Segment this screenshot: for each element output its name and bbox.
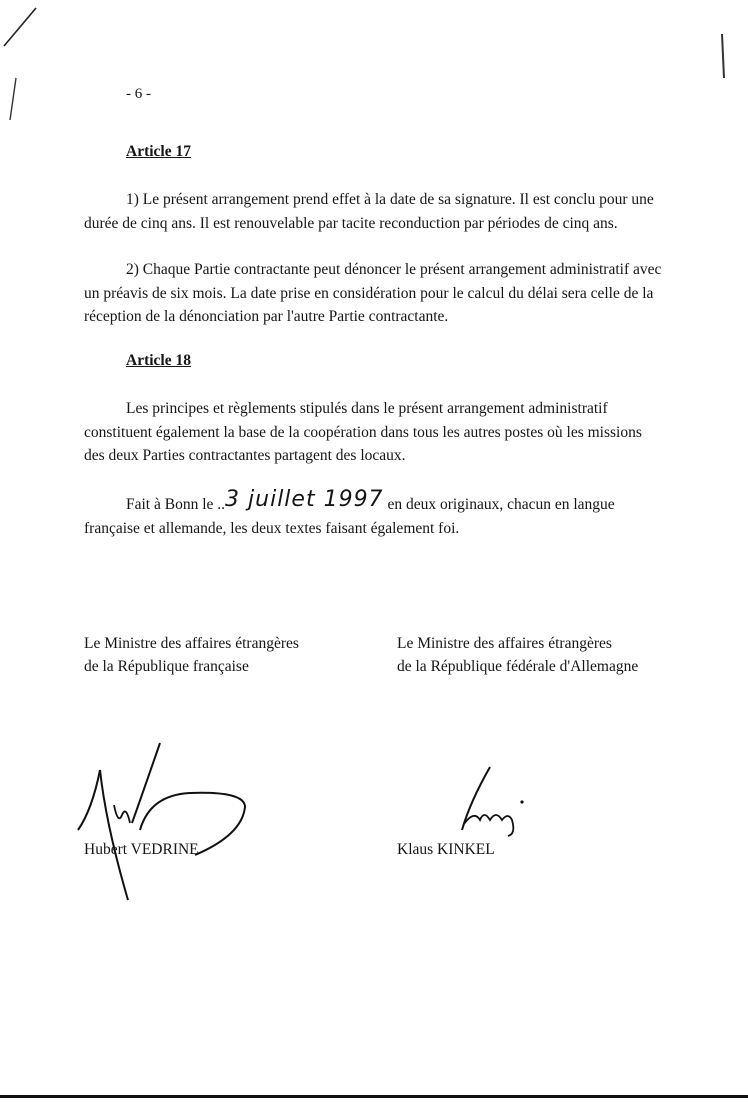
signatory-line: Le Ministre des affaires étrangères — [84, 635, 299, 652]
right-signatory-title — [397, 632, 638, 678]
signatory-line: Le Ministre des affaires étrangères — [397, 635, 612, 652]
page-number: - 6 - — [126, 86, 151, 102]
signature-kinkel — [450, 762, 540, 842]
closing-text — [84, 487, 664, 540]
signature-vedrine — [70, 735, 260, 910]
left-signatory-name: Hubert VEDRINE — [84, 841, 199, 858]
article-17-heading: Article 17 — [126, 143, 191, 160]
paragraph-text: 1) Le présent arrangement prend effet à la date de sa signature. Il est conclu pour une durée de cinq ans. Il est renouvelable par tacite reconduction par périodes de cinq ans. — [84, 191, 654, 232]
paragraph-text: 2) Chaque Partie contractante peut dénoncer le présent arrangement administratif avec un préavis de six mois. La date prise en considération pour le calcul du délai sera celle de la réception de la dénonciation par l'autre Partie contractante. — [84, 261, 662, 325]
paragraph-text: Les principes et règlements stipulés dans le présent arrangement administratif constituent également la base de la coopération dans tous les autres postes où les missions des deux Parties contractantes partagent des locaux. — [84, 400, 642, 464]
article-17-paragraph-2 — [84, 258, 664, 329]
article-18-heading: Article 18 — [126, 352, 191, 369]
left-signatory-title — [84, 632, 299, 678]
margin-mark-icon — [712, 20, 732, 80]
right-signatory-name: Klaus KINKEL — [397, 841, 495, 858]
margin-mark-icon — [0, 0, 40, 130]
closing-suffix: en deux originaux, chacun en langue française et allemande, les deux textes faisant également foi. — [84, 496, 615, 537]
closing-prefix: Fait à Bonn le .. — [126, 496, 226, 513]
scan-edge-line — [0, 1095, 748, 1098]
signatory-line: de la République française — [84, 658, 249, 675]
signatory-line: de la République fédérale d'Allemagne — [397, 658, 639, 675]
article-17-paragraph-1 — [84, 188, 664, 235]
closing-paragraph — [84, 487, 664, 540]
article-18-paragraph — [84, 397, 664, 468]
handwritten-date: 3 juillet 1997 — [225, 487, 384, 512]
